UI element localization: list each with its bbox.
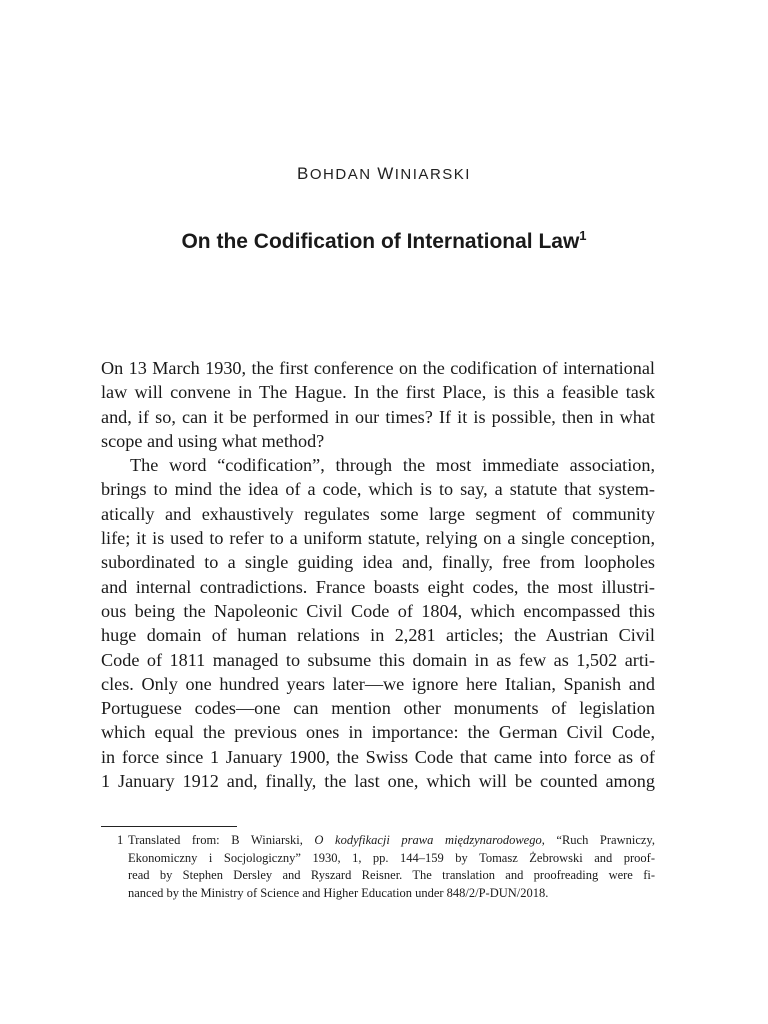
footnote-source-journal: , “Ruch Prawniczy,	[541, 833, 655, 847]
footnote-line	[128, 832, 655, 850]
footnote-line: Ekonomiczny i Socjologiczny” 1930, 1, pp. 144–159 by Tomasz Żebrowski and proof-	[128, 850, 655, 865]
footnote-number: 1	[117, 833, 124, 847]
text-line: life; it is used to refer to a uniform statute, relying on a single conception,	[101, 528, 655, 549]
text-line: and, if so, can it be performed in our times? If it is possible, then in what	[101, 406, 655, 427]
text-line: in force since 1 January 1900, the Swiss Code that came into force as of	[101, 746, 655, 767]
text-line: huge domain of human relations in 2,281 articles; the Austrian Civil	[101, 625, 655, 646]
article-body	[101, 356, 655, 793]
footnote-text	[128, 832, 655, 902]
footnote-line: read by Stephen Dersley and Ryszard Reisner. The translation and proofreading were fi-	[128, 868, 655, 882]
title-footnote-ref: 1	[579, 228, 587, 243]
text-line: cles. Only one hundred years later—we ignore here Italian, Spanish and	[101, 673, 655, 694]
text-line: ous being the Napoleonic Civil Code of 1804, which encompassed this	[101, 600, 655, 621]
text-line: scope and using what method?	[101, 430, 325, 451]
footnote	[101, 832, 655, 902]
text-line: atically and exhaustively regulates some large segment of community	[101, 503, 655, 524]
text-line: law will convene in The Hague. In the first Place, is this a feasible task	[101, 382, 655, 403]
paragraph-2	[101, 453, 655, 793]
text-line: and internal contradictions. France boasts eight codes, the most illustri-	[101, 576, 655, 597]
text-line: subordinated to a single guiding idea and, finally, free from loopholes	[101, 552, 655, 573]
footnote-line: nanced by the Ministry of Science and Higher Education under 848/2/P-DUN/2018.	[128, 885, 549, 900]
text-line: which equal the previous ones in importance: the German Civil Code,	[101, 722, 655, 743]
text-line: Code of 1811 managed to subsume this domain in as few as 1,502 arti-	[101, 649, 655, 670]
footnote-source-prefix: Translated from: B Winiarski,	[128, 833, 315, 847]
author-name: BOHDAN WINIARSKI	[297, 164, 471, 183]
text-line: The word “codification”, through the most immediate association,	[130, 455, 655, 476]
text-line: On 13 March 1930, the first conference on the codification of international	[101, 358, 655, 378]
text-line: 1 January 1912 and, finally, the last one, which will be counted among	[101, 771, 655, 792]
title-text: On the Codification of International Law	[181, 230, 580, 253]
text-line: brings to mind the idea of a code, which is to say, a statute that system-	[101, 479, 655, 500]
article-title	[0, 230, 768, 254]
footnote-source-title: O kodyfikacji prawa międzynarodowego	[314, 833, 542, 847]
footnote-separator	[101, 826, 237, 827]
paragraph-1	[101, 356, 655, 453]
text-line: Portuguese codes—one can mention other monuments of legislation	[101, 698, 655, 719]
